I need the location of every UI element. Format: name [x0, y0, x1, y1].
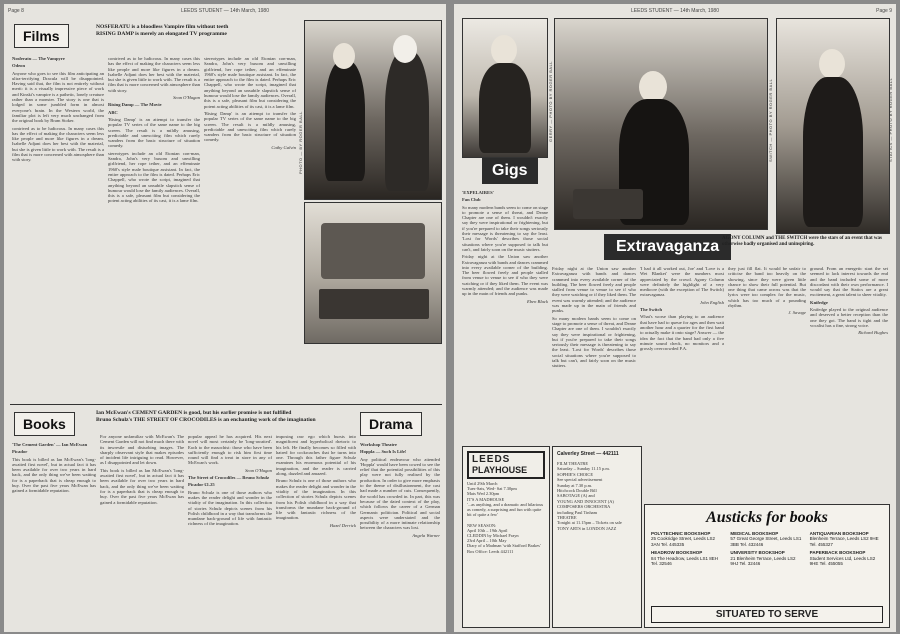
austicks-slogan: SITUATED TO SERVE — [651, 606, 883, 623]
gigs-col1-text-cont: Friday night at the Union saw another Extravaganza with bands and dances crammed into every available corner of the building. The beer flowed freely and people stalled from venue to venue to see if who they were watching or if they liked them. The event was warmly attended; and the audience was made up in the main of friends and punks. — [462, 254, 548, 297]
book1-publisher: Picador — [12, 449, 28, 455]
right-folio: Page 9 — [876, 8, 892, 14]
books-col2-text: For anyone unfamiliar with McEwan's The Cement Garden will not find much there with its inwrestle and disturbing images. The sharply observant style that makes episodes of incident life intriguing to read. However, as I disappointed and let down. — [100, 434, 184, 466]
films-byline-1: Sean O'Hagan — [173, 95, 200, 101]
books-banner: Ian McEwan's CEMENT GARDEN is good, but his earlier promise is not fulfilled Bruno Schulz's THE STREET OF CROCODILES is an enchanting work of the imagination — [96, 410, 316, 423]
right-page — [454, 4, 896, 632]
austicks-shop-name: ANTIQUARIAN BOOKSHOP — [809, 531, 869, 536]
extravaganza-col5-text: ground. From an energetic start the set seemed to lack interest towards the end and the band included some of more discordant with their own performance. I would say that the Statics are a great excitement, a great talent to sheer vitality. — [810, 266, 888, 298]
films-col2b-text: 'Rising Damp' is an attempt to transfer the popular TV series of the same name to the big screen. The result is a mildly amusing, predictable and unexciting film which rarely wanders from the basic structure of situation comedy. — [108, 116, 200, 149]
left-folio: Page 8 — [8, 8, 24, 14]
austicks-shops — [651, 531, 883, 566]
austicks-shop — [651, 531, 724, 547]
switch-band-photo — [554, 18, 768, 230]
films-headline: NOSFERATU is a bloodless Vampire film without teeth RISING DAMP is merely an elongated TV programme — [96, 24, 229, 37]
switch-photo-credit: SWITCH — PHOTO BY ROGER BALL — [768, 78, 773, 162]
film2-venue: ABC — [108, 109, 118, 115]
playhouse-listings: Until 29th March Tues-Sats, Wed- Sat 7.30pm Mats Wed 2.30pm IT'S A MADHOUSE '...as anything, and a dramatic and hilarious as comedy, a surprising and fun with quite bit of quite a few' NEW SEASON: April 10th – 19th April CLEDDIN by Michael Frayn 23rd April – 10th May Diary of a Madman 'with Stafford Brakes' Box Office: Leeds 442111 — [467, 481, 544, 554]
left-page — [4, 4, 446, 632]
films-col1-text: Anyone who goes to see this film anticipating an ultra-terrifying Dracula will be disappointed. Having said that, the film is not entirely without merit: it is a visually impressive piece of work and Kinski's vampire is a pathetic, lonely creature rather than a monster. The story is one that is lodged in some jumbled form in almost everyone's brain. In the Western world, the familiar plot is left very much unchanged from the original book by Bram Stoker. — [12, 70, 104, 124]
leeds-playhouse-ad — [462, 446, 550, 628]
books-section-title: Books — [14, 412, 75, 436]
drama-play-title: Hoppla — Such Is Life! — [360, 449, 407, 455]
books-col4-text-cont: Bruno Schulz is one of those authors who makes the reader delight and wonder in the vitality of the imagination. In this collection of stories Schulz depicts scenes from his Polish childhood in a way that transforms the mundane back-ground of life with fantastic richness of the imagination. — [276, 478, 356, 521]
book2-title: The Street of Crocodiles — Bruno Schulz — [188, 475, 269, 481]
austicks-shop-name: POLYTECHNIC BOOKSHOP — [651, 531, 711, 536]
austicks-ad — [644, 504, 890, 628]
knifedge-subhead: Knifedge — [810, 299, 828, 305]
austicks-shop — [810, 531, 883, 547]
statics-photo-credit: STATICS — PHOTO BY ROGER BALL — [888, 77, 893, 162]
extravaganza-section-title: Extravaganza — [604, 234, 731, 260]
gigs-col2-text-cont: So many modern bands seem to come on stage to promote a sense of threat, and Deane Chapter are one of them. I wouldn't exactly say they were inspirational or frightening, but if you're prepared to take their songs seriously their message is threatening to say the least. 'Lost for Words' describes those social situations where you're supposed to talk but can't, and fairly soon on the music stutters. — [552, 315, 636, 369]
books-byline-2: Hazel Derrick — [329, 522, 356, 528]
left-photo-credit: PHOTO — BY ROGER BALL — [298, 111, 303, 174]
austicks-shop-name: UNIVERSITY BOOKSHOP — [730, 550, 785, 556]
austicks-shop-address: Student Services Ltd, Leeds LS2 9HE Tel. 455055 — [809, 555, 876, 567]
extravaganza-col5b-text: Knifedge played to the original audience and deserved a better reception than the one they got. The band is tight and the vocalist has a fine, strong voice. — [810, 307, 888, 328]
playhouse-logo-line-1: LEEDS — [472, 454, 511, 465]
drama-venue: Workshop Theatre — [360, 442, 397, 447]
nosferatu-photo — [304, 20, 442, 200]
austicks-shop-address: 57 Great George Street, Leeds LS1 3BB Tel. 432446 — [730, 536, 802, 547]
extravaganza-caption: AGONY COLUMN and THE SWITCH were the stars of an event that was otherwise badly organised and uninspiring. — [722, 236, 882, 247]
books-col2-text-cont: This book is billed as Ian McEwan's 'long-awaited first novel', but in actual fact it has been available for over two years in hard back, and the only thing we've been waiting for is a paperback that is cheap enough to buy. Over the past five years McEwan has gained a formidable reputation. — [100, 467, 184, 505]
austicks-shop — [810, 550, 883, 566]
calverley-title: Calverley Street — 442111 — [557, 451, 619, 457]
films-col2b-text-cont: stereotypes include an old Etonian con-man, Sandra, John's very buxom and unwilling girlfriend, her rope tether, and an effeminate 1960's style male boutique assistant. In fact, the entire approach to the film is dated. Perhaps Eric Chappell, who wrote the script, imagined that anything beyond an unsubtle slapstick sense of humour would lose the family audiences. Overall, this is a safe, pleasant film but considering the potent acting abilities of its cast, it is a lame film. — [108, 150, 200, 204]
austicks-logo: Austicks for books — [706, 509, 828, 526]
switch-subhead: The Switch — [640, 307, 663, 313]
books-col1-text: This book is billed as Ian McEwan's 'long-awaited first novel', but in actual fact it has been available for over two years in hard back, and the only thing we've been waiting for is a paperback that is cheap enough to buy. Over the past five years McEwan has gained a formidable reputation. — [12, 456, 96, 494]
extravaganza-column-1 — [552, 266, 636, 440]
films-column-2 — [108, 56, 200, 402]
austicks-shop-name: HEADROW BOOKSHOP — [651, 550, 703, 556]
extravaganza-byline-2: J. Savage — [788, 310, 806, 316]
rising-damp-photo — [304, 202, 442, 344]
gigs-venue: Fan Club — [462, 197, 481, 203]
films-col3-text: stereotypes include an old Etonian con-man, Sandra, John's very buxom and unwilling girlfriend, her rope tether, and an effeminate 1960's style male boutique assistant. In fact, the entire approach to the film is dated. Perhaps Eric Chappell, who wrote the script, imagined that anything beyond an unsubtle slapstick sense of humour would lose the family audiences. Overall, this is a safe, pleasant film but considering the potent acting abilities of its cast, it is a lame film. — [204, 56, 296, 109]
austicks-shop — [651, 550, 724, 566]
books-col4-text: imposing raw ego which bursts into magnificent and hyperbolical rhetoric to his left. He finally becomes so filled with hatred for cockroaches that he turns into one. Through this father figure Schulz examines his enormous potential of his imagination, and the reader is carried along, dazzled and amazed. — [276, 434, 356, 477]
film1-title: Nosferatu — The Vampyre — [12, 56, 65, 61]
books-col3-text: popular appeal he has acquired. His next novel will most certainly be 'long-awaited'. Each to the masochist: those who have been sufficiently enough to risk him first time round will find a treat in store in any of McEwan's work. — [188, 434, 272, 466]
gigs-col2-text: Friday night at the Union saw another Extravaganza with bands and dances crammed into every available corner of the building. The beer flowed freely and people stalled from venue to venue to see if who they were watching or if they liked them. The event was warmly attended; and the audience was made up in the main of friends and punks. — [552, 266, 636, 314]
films-column-1 — [12, 56, 104, 402]
extravaganza-byline-1: John English — [699, 299, 724, 305]
austicks-shop — [730, 550, 803, 566]
statics-photo — [776, 18, 890, 234]
film1-venue: Odeon — [12, 63, 26, 69]
extravaganza-col3-text: 'I had it all worked out, Joe' and 'Love is a Wet Blanket' were the numbers most appreciated by the crowd. Agony Column were definitely the highlight of a very mediocre (with the exception of The Switch) extravaganza. — [640, 266, 724, 298]
books-column-4 — [276, 434, 356, 628]
film2-title: Rising Damp — The Movie — [108, 102, 162, 108]
films-col2-text: contrived as to be ludicrous. In many cases this has the effect of making the characters seem less like people and more like figures in a dream. Isabelle Adjani does her best with the material, but she is given little to work with. The result is a film that is more concerned with atmosphere than with story. — [108, 56, 200, 93]
austicks-shop-address: 84 The Headrow, Leeds LS1 8EH Tel. 32546 — [651, 555, 718, 567]
austicks-shop-name: PAPERBACK BOOKSHOP — [809, 550, 866, 556]
films-col1-text-cont: contrived as to be ludicrous. In many cases this has the effect of making the characters seem less like people and more like figures in a dream. Isabelle Adjani does her best with the material, but she is given little to work with. The result is a film that is more concerned with atmosphere than with story. — [12, 125, 104, 163]
austicks-shop-address: 25 Cookridge Street, Leeds LS2 3AN Tel. 445335 — [651, 536, 716, 547]
books-column-2 — [100, 434, 184, 628]
books-column-3 — [188, 434, 272, 628]
right-header: LEEDS STUDENT — 14th March, 1980 — [631, 8, 719, 14]
austicks-shop-name: MEDICAL BOOKSHOP — [730, 531, 779, 536]
austicks-shop — [730, 531, 803, 547]
gigs-subhead: 'EXPELAIRES' — [462, 190, 494, 195]
calverley-street-ad — [552, 446, 642, 628]
gigs-section-title: Gigs — [482, 158, 538, 184]
books-byline-1: Sean O'Hagan — [245, 467, 272, 473]
extravaganza-col4-text: they just fill flat. It would be unfair to criticise the band too heavily on the showing, since they were given little chance to show their full potential. But one thing that came across was that the lyrics were too complex for the music, which has too much of a pounding rhythm. — [728, 266, 806, 309]
films-byline-2: Cathy Galvin — [271, 144, 296, 150]
extravaganza-column-4 — [810, 266, 888, 440]
drama-section-title: Drama — [360, 412, 422, 436]
drama-column — [360, 442, 440, 628]
extravaganza-col3b-text: What's worse than playing to an audience that have had to queue for ages and then wait another hour and a quarter for the first band to actually make it onto stage? Answer — the idea the fact that the band had only a five minute sound check, no monitors and a grossly overcrowded P.A. — [640, 314, 724, 352]
playhouse-logo — [467, 451, 545, 479]
gigs-byline: Eben Black — [526, 298, 548, 304]
extravaganza-column-2 — [640, 266, 724, 440]
playhouse-logo-line-2: PLAYHOUSE — [472, 465, 528, 475]
extravaganza-column-3 — [728, 266, 806, 440]
austicks-shop-address: Blenheim Terrace, Leeds LS2 9HE Tel. 455327 — [809, 536, 879, 547]
austicks-shop-address: 21 Blenheim Terrace, Leeds LS2 9HJ Tel. 32446 — [730, 555, 796, 567]
drama-byline: Angela Warner — [412, 532, 440, 538]
books-col3b-text: Bruno Schulz is one of those authors who makes the reader delight and wonder in the vitality of the imagination. In this collection of stories Schulz depicts scenes from his Polish childhood in a way that transforms the mundane back-ground of life with fantastic richness of the imagination. — [188, 489, 272, 527]
left-header: LEEDS STUDENT — 14th March, 1980 — [181, 8, 269, 14]
section-divider — [10, 404, 442, 405]
gerry-photo-credit: GERRY — PHOTO BY ROGER BALL — [548, 60, 553, 142]
gigs-column-1 — [462, 190, 548, 440]
books-column-1 — [12, 442, 96, 628]
book1-title: 'The Cement Garden' — Ian McEwan — [12, 442, 88, 447]
gigs-band-photo — [462, 18, 548, 158]
films-col3-text-cont: 'Rising Damp' is an attempt to transfer the popular TV series of the same name to the big screen. The result is a mildly amusing, predictable and unexciting film which rarely wanders from the basic structure of situation comedy. — [204, 110, 296, 143]
extravaganza-byline-3: Richard Hughes — [858, 330, 888, 336]
drama-text: Any political endeavour who attended 'Hoppla' would have been cowed to see the relief that the potential possibilities of this play were not fully realised by the production. In order to give more emphasis to the theme of disillusionment, the cast had made a number of cuts. Consequently, the world has crowded in. In part, this was because of the dated context of the play, which follows the career of a German Germanic politician. Political and social aspects were understated and the possibility of a more intimate relationship between the characters was lost. — [360, 456, 440, 531]
films-column-3 — [204, 56, 296, 402]
book2-publisher: Picador £1.25 — [188, 482, 215, 488]
calverley-listings: FILM THEATRE Saturday – Sunday 11.15 p.m. SOPHIE'S CHOICE See special advertisement Sunday at 7.30 p.m. Hitchcock Double Bill SABOTAGE (A) and YOUNG AND INNOCENT (A) COMPOSERS ORCHESTRA including Paul Tinham THEATRE Tonight at 11.15pm – Tickets on sale TONY ARTS in LONDON JAZZ — [557, 461, 622, 531]
gigs-col1-text: So many modern bands seem to come on stage to promote a sense of threat, and Deane Chapter are one of them. I wouldn't exactly say they were inspirational or frightening, but if you're prepared to take their songs seriously their message is threatening to say the least. 'Lost for Words' describes those social situations where you're supposed to talk but can't, and fairly soon on the music stutters. — [462, 204, 548, 252]
films-section-title: Films — [14, 24, 69, 48]
